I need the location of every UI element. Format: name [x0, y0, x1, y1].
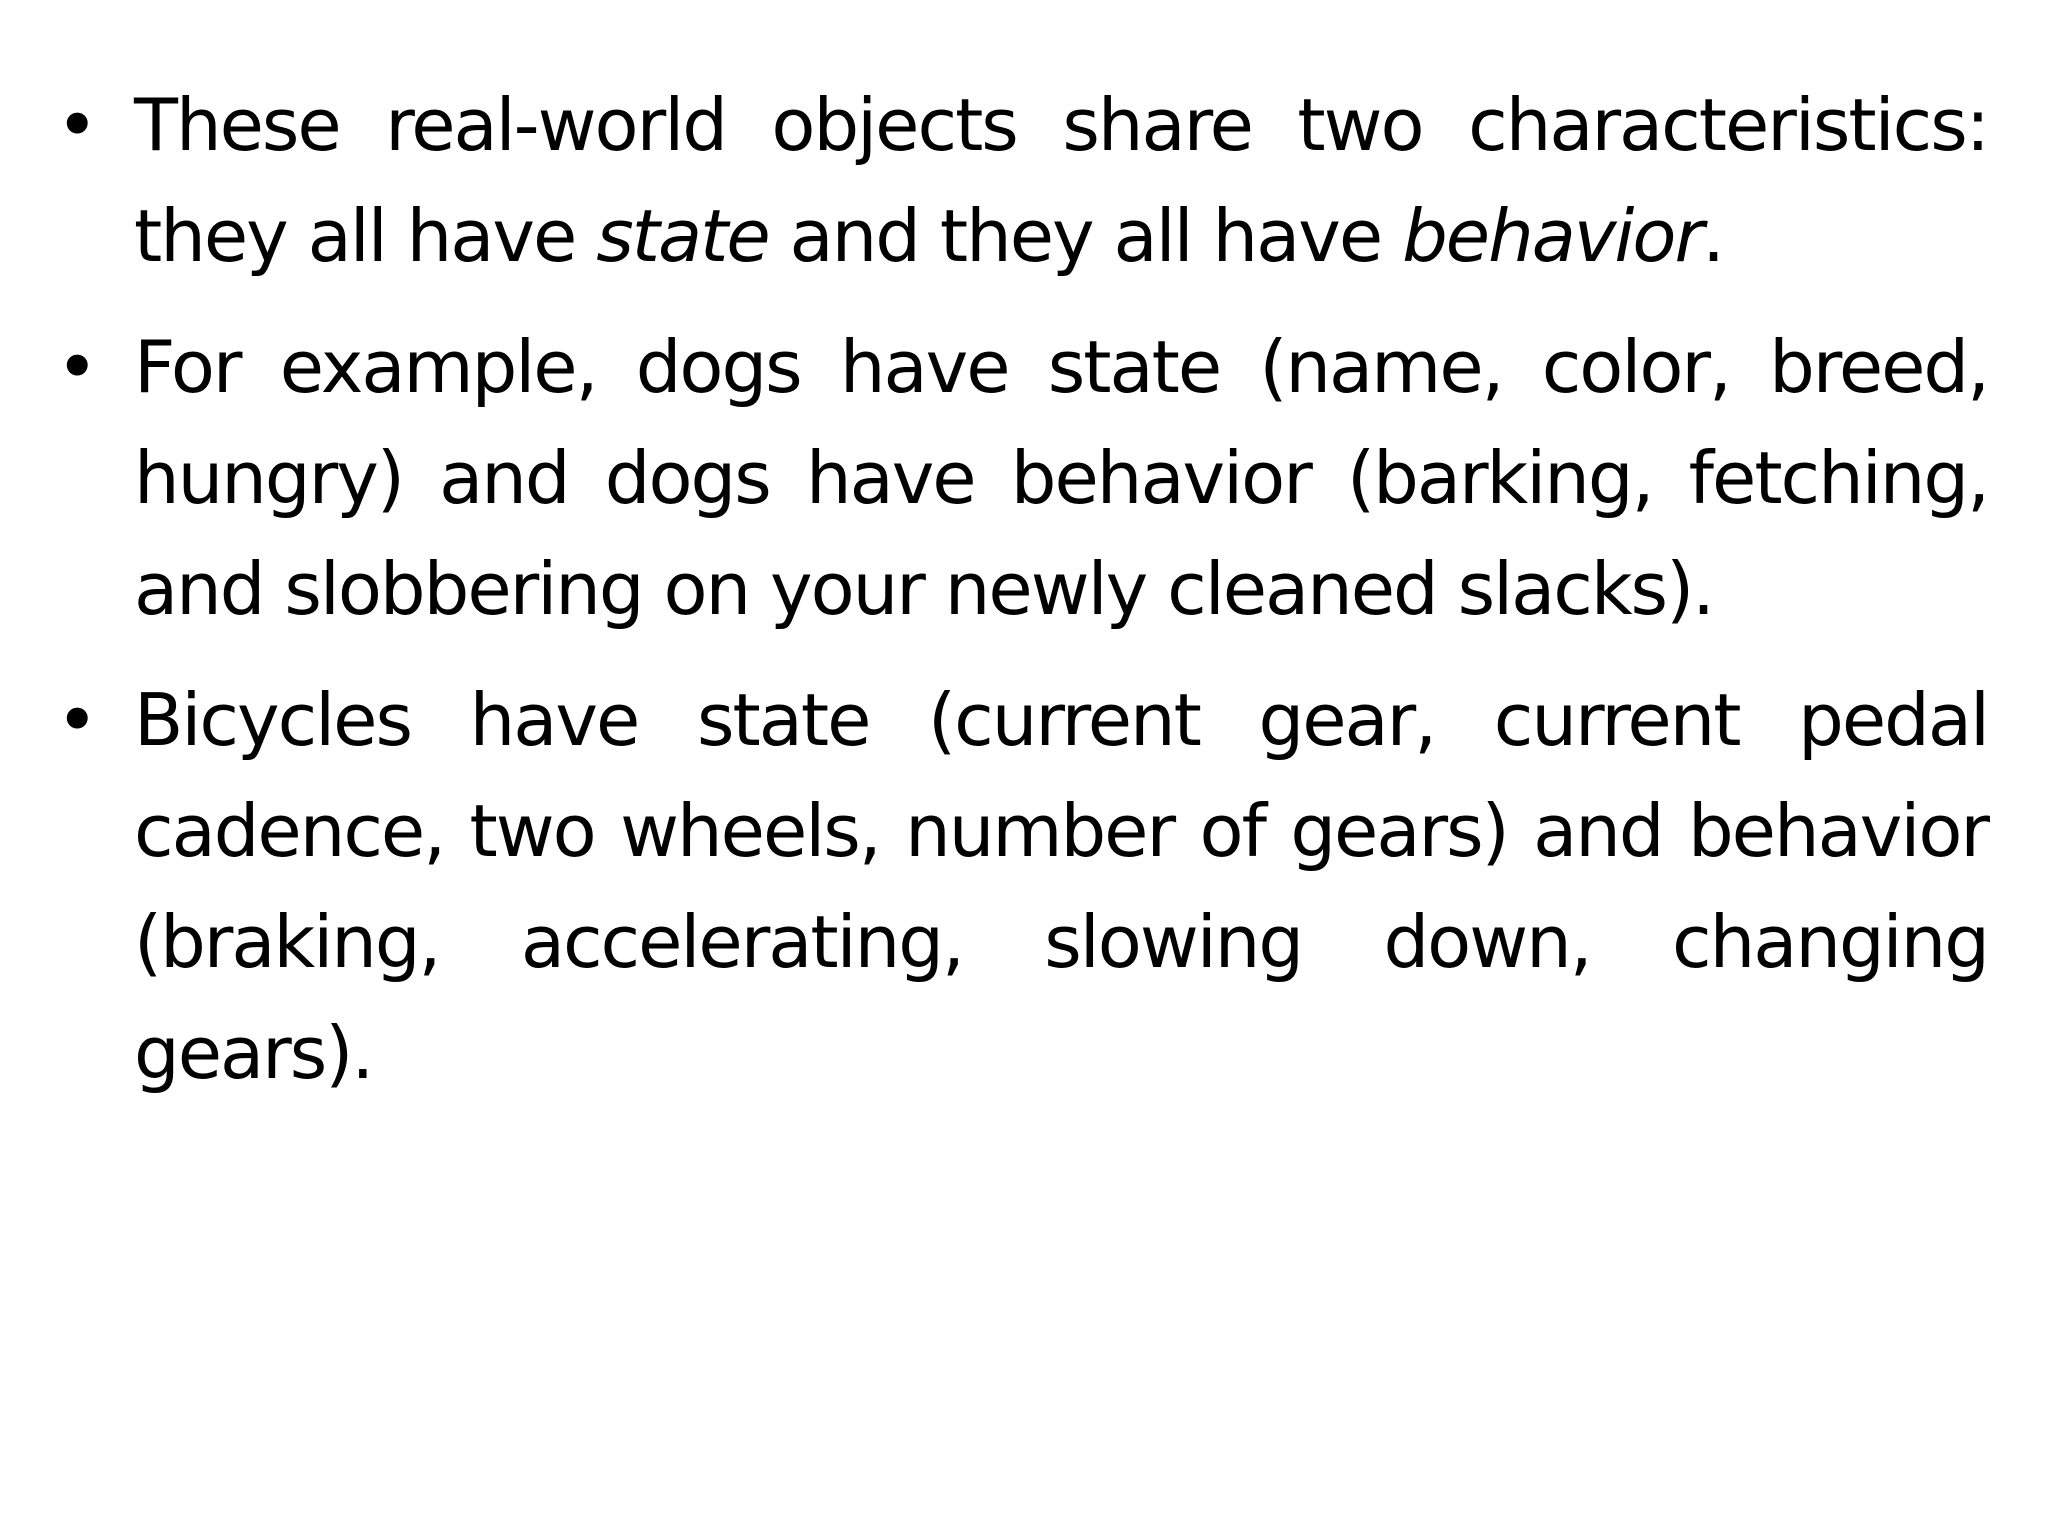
bullet-2-text: For example, dogs have state (name, color, breed, hungry) and dogs have behavior (barking, fetching, and slobbering on your newly cleaned slacks).: [134, 325, 1988, 631]
bullet-dot-icon: •: [56, 678, 97, 762]
bullet-item-3: [52, 665, 1988, 1109]
bullet-1-emphasis-state: state: [596, 194, 769, 278]
bullet-1-text-part: and they all have: [768, 194, 1403, 278]
bullet-list: [52, 70, 1988, 1129]
bullet-1-text-part: .: [1702, 194, 1723, 278]
bullet-3-text: Bicycles have state (current gear, current pedal cadence, two wheels, number of gears) and behavior (braking, accelerating, slowing down, changing gears).: [134, 678, 1988, 1095]
bullet-item-1: [52, 70, 1988, 292]
bullet-dot-icon: •: [56, 83, 97, 167]
bullet-dot-icon: •: [56, 325, 97, 409]
bullet-1-emphasis-behavior: behavior: [1402, 194, 1703, 278]
bullet-1-text-part: These real-world objects share two characteristics: they all have: [134, 83, 1988, 278]
bullet-item-2: [52, 312, 1988, 645]
